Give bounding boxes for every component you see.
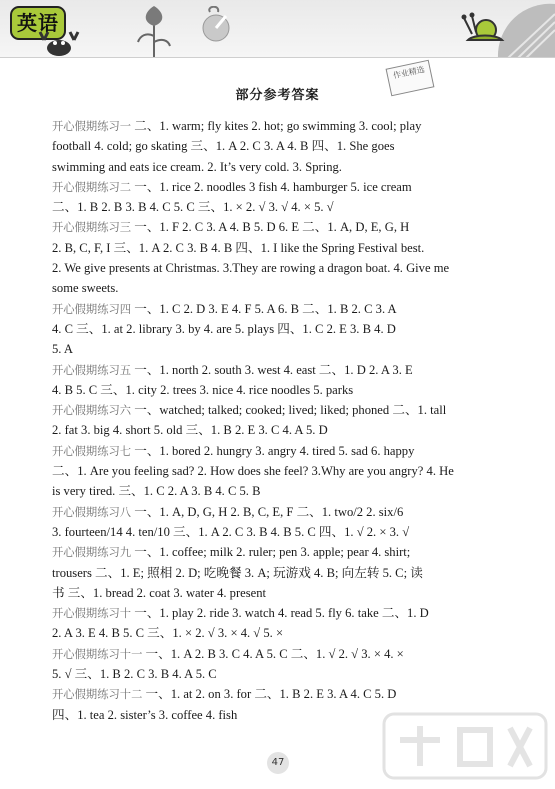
answer-text: some sweets.	[52, 281, 119, 296]
answer-line	[52, 299, 522, 319]
section-label: 开心假期练习十	[52, 607, 132, 621]
answer-text: swimming and eats ice cream. 2. It’s very cold. 3. Spring.	[52, 159, 342, 174]
answer-body	[52, 116, 522, 725]
answer-line	[52, 116, 522, 136]
answer-line	[52, 481, 522, 501]
answer-line	[52, 136, 522, 156]
answer-stamp: 作业精选	[386, 60, 435, 97]
lily-pad-icon	[196, 6, 236, 46]
answer-line	[52, 684, 522, 704]
section-label: 开心假期练习十一	[52, 647, 143, 661]
watermark-logo-icon	[380, 710, 550, 782]
answer-text: 一、1. C 2. D 3. E 4. F 5. A 6. B 二、1. B 2. C 3. A	[131, 301, 397, 316]
answer-text: 一、1. A, D, G, H 2. B, C, E, F 二、1. two/2 2. six/6	[131, 504, 404, 519]
section-label: 开心假期练习八	[52, 505, 132, 519]
section-label: 开心假期练习七	[52, 444, 132, 458]
section-label: 开心假期练习六	[52, 404, 132, 418]
answer-line	[52, 339, 522, 359]
page-number: 47	[267, 752, 289, 774]
answer-line	[52, 217, 522, 237]
section-label: 开心假期练习三	[52, 221, 132, 235]
answer-text: 一、1. F 2. C 3. A 4. B 5. D 6. E 二、1. A, D, E, G, H	[131, 220, 410, 235]
snail-leaf-illustration-icon	[438, 0, 555, 58]
answer-line	[52, 603, 522, 623]
answer-text: 二、1. Are you feeling sad? 2. How does she feel? 3.Why are you angry? 4. He	[52, 464, 454, 479]
answer-line	[52, 644, 522, 664]
answer-text: trousers 二、1. E; 照相 2. D; 吃晚餐 3. A; 玩游戏 4. B; 向左转 5. C; 读	[52, 565, 423, 580]
page-header	[0, 0, 555, 58]
answer-line	[52, 522, 522, 542]
header-divider	[0, 57, 555, 58]
answer-text: 一、1. bored 2. hungry 3. angry 4. tired 5. sad 6. happy	[131, 443, 415, 458]
answer-text: 2. A 3. E 4. B 5. C 三、1. × 2. √ 3. × 4. √ 5. ×	[52, 626, 284, 641]
answer-text: 5. A	[52, 342, 73, 357]
answer-line	[52, 360, 522, 380]
answer-line	[52, 441, 522, 461]
answer-line	[52, 461, 522, 481]
answer-text: 二、1. B 2. B 3. B 4. C 5. C 三、1. × 2. √ 3. √ 4. × 5. √	[52, 200, 334, 215]
answer-line	[52, 420, 522, 440]
answer-line	[52, 380, 522, 400]
answer-text: 一、1. coffee; milk 2. ruler; pen 3. apple; pear 4. shirt;	[131, 545, 411, 560]
answer-line	[52, 563, 522, 583]
answer-text: 2. We give presents at Christmas. 3.They are rowing a dragon boat. 4. Give me	[52, 261, 450, 276]
answer-text: 书 三、1. bread 2. coat 3. water 4. present	[52, 585, 267, 600]
answer-line	[52, 623, 522, 643]
answer-line	[52, 258, 522, 278]
answer-line	[52, 197, 522, 217]
section-label: 开心假期练习九	[52, 546, 132, 560]
answer-line	[52, 664, 522, 684]
answer-line	[52, 278, 522, 298]
answer-text: 4. C 三、1. at 2. library 3. by 4. are 5. plays 四、1. C 2. E 3. B 4. D	[52, 321, 396, 336]
answer-line	[52, 238, 522, 258]
section-label: 开心假期练习十二	[52, 688, 143, 702]
answer-text: 4. B 5. C 三、1. city 2. trees 3. nice 4. rice noodles 5. parks	[52, 382, 354, 397]
answer-line	[52, 583, 522, 603]
answer-text: 四、1. tea 2. sister’s 3. coffee 4. fish	[52, 707, 238, 722]
answer-text: 二、1. warm; fly kites 2. hot; go swimming 3. cool; play	[131, 119, 422, 133]
answer-text: 一、1. at 2. on 3. for 二、1. B 2. E 3. A 4. C 5. D	[142, 687, 397, 702]
answer-text: 一、1. A 2. B 3. C 4. A 5. C 二、1. √ 2. √ 3. × 4. ×	[142, 646, 404, 661]
page-title: 部分参考答案	[235, 88, 320, 103]
section-label: 开心假期练习二	[52, 180, 132, 194]
answer-line	[52, 502, 522, 522]
answer-text: 一、watched; talked; cooked; lived; liked; phoned 二、1. tall	[131, 403, 447, 418]
answer-text: 一、1. play 2. ride 3. watch 4. read 5. fly 6. take 二、1. D	[131, 606, 429, 621]
answer-text: 一、1. north 2. south 3. west 4. east 二、1. D 2. A 3. E	[131, 362, 413, 377]
answer-text: 5. √ 三、1. B 2. C 3. B 4. A 5. C	[52, 667, 217, 682]
subject-badge: 英语	[10, 6, 66, 40]
answer-line	[52, 542, 522, 562]
answer-line	[52, 319, 522, 339]
section-label: 开心假期练习五	[52, 363, 132, 377]
answer-text: 2. fat 3. big 4. short 5. old 三、1. B 2. E 3. C 4. A 5. D	[52, 423, 328, 438]
answer-text: 2. B, C, F, I 三、1. A 2. C 3. B 4. B 四、1. I like the Spring Festival best.	[52, 240, 425, 255]
section-label: 开心假期练习一	[52, 120, 132, 133]
answer-text: is very tired. 三、1. C 2. A 3. B 4. C 5. B	[52, 484, 261, 499]
section-label: 开心假期练习四	[52, 302, 132, 316]
crab-illustration-icon	[36, 26, 82, 58]
answer-text: 3. fourteen/14 4. ten/10 三、1. A 2. C 3. B 4. B 5. C 四、1. √ 2. × 3. √	[52, 524, 410, 539]
answer-line	[52, 157, 522, 177]
answer-text: football 4. cold; go skating 三、1. A 2. C 3. A 4. B 四、1. She goes	[52, 139, 395, 154]
answer-line	[52, 177, 522, 197]
answer-line	[52, 400, 522, 420]
answer-text: 一、1. rice 2. noodles 3 fish 4. hamburger 5. ice cream	[131, 179, 412, 194]
flower-decoration-icon	[134, 2, 174, 58]
